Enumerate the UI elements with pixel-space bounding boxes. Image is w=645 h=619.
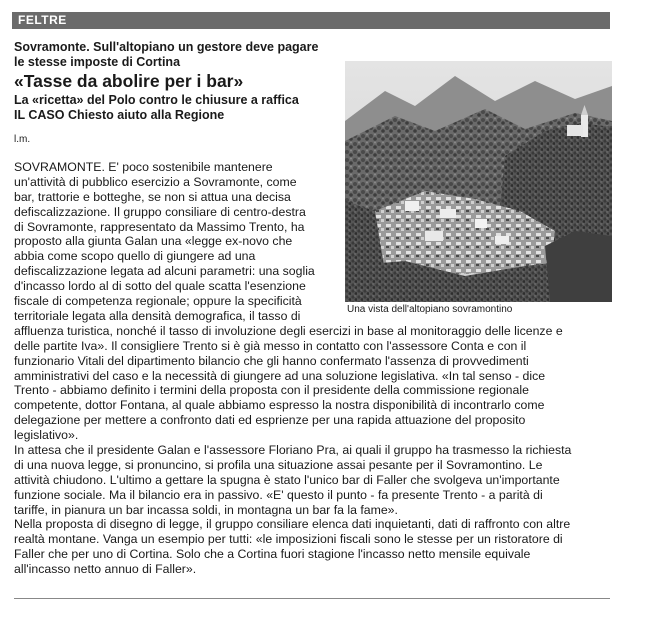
body-line: Nella proposta di disegno di legge, il gruppo consiliare elenca dati inquietanti, dati di raffronto con altre (14, 517, 571, 532)
body-line: competente, dottor Fontana, al quale abbiamo espresso la nostra disponibilità di incontrarlo come (14, 398, 545, 413)
body-line: tariffe, in pianura un bar incassa soldi, in montagna un bar fa la fame». (14, 502, 398, 517)
mountain-village-image (345, 61, 612, 302)
subhead-line: IL CASO Chiesto aiuto alla Regione (14, 108, 225, 122)
section-label: FELTRE (18, 13, 67, 27)
kicker-line: le stesse imposte di Cortina (14, 55, 181, 69)
body-line: all'incasso netto annuo di Faller». (14, 562, 197, 577)
body-line: di Sovramonte, rappresentato da Massimo Trento, ha (14, 219, 305, 234)
body-line: legislativo». (14, 428, 79, 443)
body-line: amministrativi del caso e la necessità di giungere ad una soluzione legislativa. «In tal senso - dice (14, 368, 546, 383)
body-line: bar, trattorie e botteghe, se non si attua una decisa (14, 189, 291, 204)
bottom-divider (14, 598, 610, 599)
kicker (14, 40, 344, 70)
body-line: SOVRAMONTE. E' poco sostenibile mantenere (14, 160, 273, 174)
body-line: proposto alla giunta Galan una «legge ex-novo che (14, 234, 293, 249)
body-line: territoriale legata alla densità demografica, il tasso di (14, 308, 301, 323)
photo-caption: Una vista dell'altopiano sovramontino (347, 304, 513, 315)
body-line: affluenza turistica, nonché il tasso di involuzione degli esercizi in base al monitoraggio delle licenze e (14, 323, 563, 338)
body-line: delle partite Iva». Il consigliere Trento si è già messo in contatto con l'assessore Conta e con il (14, 338, 527, 353)
body-line: attività chiudono. L'ultimo a gettare la spugna è stato l'unico bar di Faller che svolgeva un'importante (14, 472, 560, 487)
subhead (14, 93, 344, 123)
landscape-photo (345, 61, 612, 302)
body-line: di una nuova legge, si pronuncino, si profila una situazione assai pesante per il Sovramontino. Le (14, 457, 543, 472)
body-line: d'incasso lordo al di sotto del quale scatta l'esenzione (14, 279, 306, 294)
body-line: funzione sociale. Ma il bilancio era in passivo. «E' questo il punto - fa presente Trento - a parità di (14, 487, 543, 502)
article-body-wide (14, 324, 614, 577)
body-line: Faller che per uno di Cortina. Solo che a Cortina fuori stagione l'incasso netto mensile equivale (14, 547, 531, 562)
kicker-line: Sovramonte. Sull'altopiano un gestore deve pagare (14, 40, 319, 54)
body-line: delegazione per mettere a confronto dati ed esprienze per una rapida attuazione del proposito (14, 413, 526, 428)
body-line: defiscalizzazione legata ad alcuni parametri: una soglia (14, 264, 315, 279)
body-line: Trento - abbiamo definito i termini della proposta con il presidente della commissione regionale (14, 383, 529, 398)
author-initials: l.m. (14, 134, 31, 145)
body-line: In attesa che il presidente Galan e l'assessore Floriano Pra, ai quali il gruppo ha trasmesso la richiesta (14, 443, 572, 458)
body-line: realtà montane. Vanga un esempio per tutti: «le imposizioni fiscali sono le stesse per un ristoratore di (14, 532, 563, 547)
body-line: fiscale di competenza regionale; oppure la specificità (14, 294, 302, 309)
section-header (12, 12, 610, 29)
subhead-line: La «ricetta» del Polo contro le chiusure a raffica (14, 93, 299, 107)
body-line: funzionario Vitali del dipartimento bilancio che gli hanno confermato l'assenza di provvedimenti (14, 353, 529, 368)
body-line: un'attività di pubblico esercizio a Sovramonte, come (14, 174, 297, 189)
body-line: abbia come scopo quello di giungere ad una (14, 249, 256, 264)
article-body-narrow (14, 160, 344, 324)
headline: «Tasse da abolire per i bar» (14, 71, 244, 91)
body-line: defiscalizzazione. Il gruppo consiliare di centro-destra (14, 204, 306, 219)
